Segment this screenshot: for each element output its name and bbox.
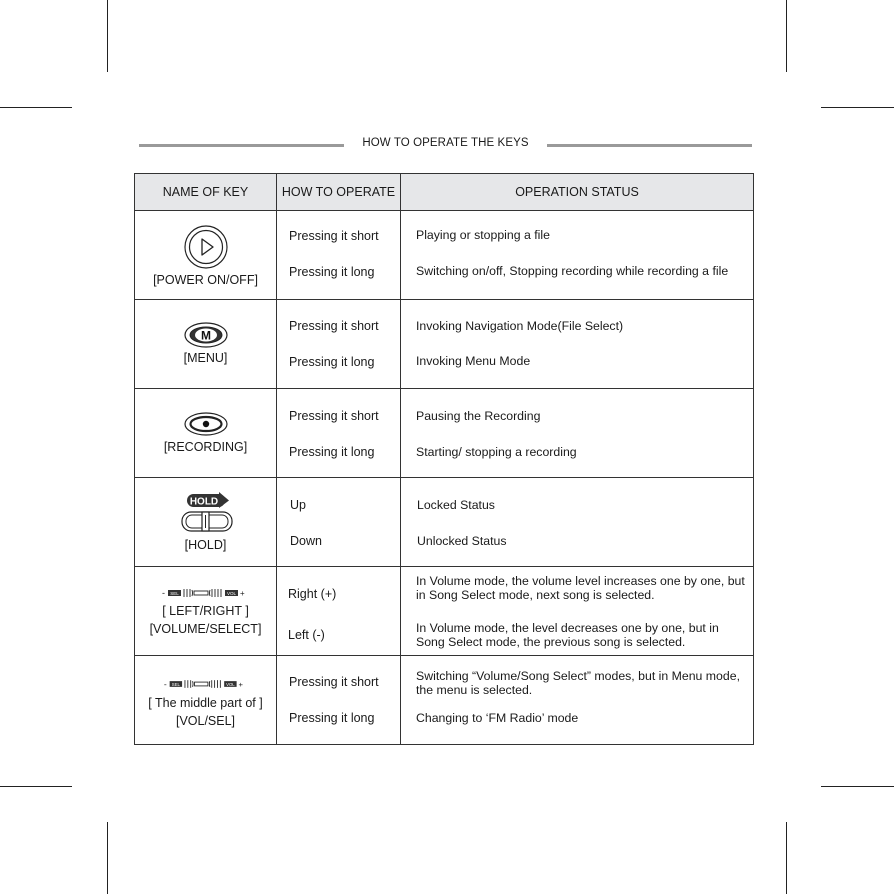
hold-icon-text: HOLD [189, 496, 218, 508]
status-text: Locked Status [417, 498, 495, 512]
status-text: In Volume mode, the level decreases one by one, but in Song Select mode, the previous song is selected. [416, 621, 719, 649]
status-cell [401, 656, 754, 745]
hold-switch-icon [175, 491, 237, 535]
key-label: [VOLUME/SELECT] [149, 622, 262, 636]
status-text: Switching “Volume/Song Select” modes, but in Menu mode, the menu is selected. [416, 669, 740, 697]
operate-cell [277, 211, 401, 300]
status-cell [401, 389, 754, 478]
status-cell [401, 567, 754, 656]
operate-cell [277, 478, 401, 567]
operation-text: Down [290, 534, 322, 548]
volume-select-slider-icon [162, 678, 250, 690]
section-title-row [139, 136, 752, 154]
svg-text:VOL: VOL [226, 591, 236, 596]
status-text: In Volume mode, the volume level increases one by one, but in Song Select mode, next song is selected. [416, 574, 745, 602]
status-text: Invoking Navigation Mode(File Select) [416, 319, 624, 333]
operation-text: Pressing it short [289, 675, 379, 689]
key-cell [135, 567, 277, 656]
table-row [135, 567, 754, 656]
operation-text: Pressing it long [289, 355, 375, 369]
key-label: [ The middle part of ] [148, 696, 263, 710]
operate-cell [277, 300, 401, 389]
status-text: Pausing the Recording [416, 409, 541, 423]
operate-cell [277, 389, 401, 478]
status-text: Starting/ stopping a recording [416, 445, 577, 459]
operation-text: Up [290, 498, 306, 512]
svg-text:-: - [163, 678, 167, 689]
crop-mark [107, 822, 108, 894]
status-text: Changing to ‘FM Radio’ mode [416, 711, 579, 725]
operation-text: Pressing it short [289, 319, 379, 333]
crop-mark [107, 0, 108, 72]
svg-text:SEL: SEL [171, 681, 180, 687]
table-header-row [135, 174, 754, 211]
status-cell [401, 211, 754, 300]
operation-text: Pressing it long [289, 265, 375, 279]
header-operation-status: OPERATION STATUS [401, 174, 754, 211]
volume-select-slider-icon [160, 587, 252, 599]
status-cell [401, 300, 754, 389]
table-row [135, 389, 754, 478]
status-text: Unlocked Status [417, 534, 507, 548]
crop-mark [0, 107, 72, 108]
operation-text: Pressing it short [289, 409, 379, 423]
key-label: [MENU] [183, 351, 228, 365]
operation-text: Left (-) [288, 628, 325, 642]
key-cell [135, 656, 277, 745]
status-text: Switching on/off, Stopping recording while recording a file [416, 264, 729, 278]
key-cell [135, 300, 277, 389]
key-label: [HOLD] [184, 538, 227, 552]
svg-text:+: + [239, 589, 245, 598]
svg-text:SEL: SEL [169, 591, 179, 596]
key-label: [ LEFT/RIGHT ] [162, 604, 249, 618]
header-name-of-key: NAME OF KEY [135, 174, 277, 211]
keys-table [134, 173, 754, 745]
crop-mark [821, 107, 894, 108]
svg-text:-: - [161, 588, 165, 598]
key-cell [135, 211, 277, 300]
operation-text: Pressing it long [289, 445, 375, 459]
operate-cell [277, 567, 401, 656]
operation-text: Pressing it long [289, 711, 375, 725]
status-cell [401, 478, 754, 567]
key-cell [135, 478, 277, 567]
table-row [135, 211, 754, 300]
operation-text: Right (+) [288, 587, 337, 601]
svg-text:VOL: VOL [225, 681, 235, 687]
table-row [135, 478, 754, 567]
table-row [135, 300, 754, 389]
key-label: [VOL/SEL] [175, 714, 236, 728]
crop-mark [786, 0, 787, 72]
table-row [135, 656, 754, 745]
operation-text: Pressing it short [289, 229, 379, 243]
menu-m-button-icon [184, 322, 228, 348]
crop-mark [821, 786, 894, 787]
key-cell [135, 389, 277, 478]
header-how-to-operate: HOW TO OPERATE [277, 174, 401, 211]
crop-mark [0, 786, 72, 787]
status-text: Invoking Menu Mode [416, 354, 531, 368]
operate-cell [277, 656, 401, 745]
section-title: HOW TO OPERATE THE KEYS [139, 137, 752, 149]
svg-text:+: + [238, 679, 243, 689]
record-button-icon [184, 412, 228, 436]
svg-text:M: M [200, 328, 211, 343]
status-text: Playing or stopping a file [416, 228, 550, 242]
key-label: [RECORDING] [163, 440, 248, 454]
crop-mark [786, 822, 787, 894]
play-button-icon [183, 224, 229, 270]
key-label: [POWER ON/OFF] [153, 273, 258, 287]
